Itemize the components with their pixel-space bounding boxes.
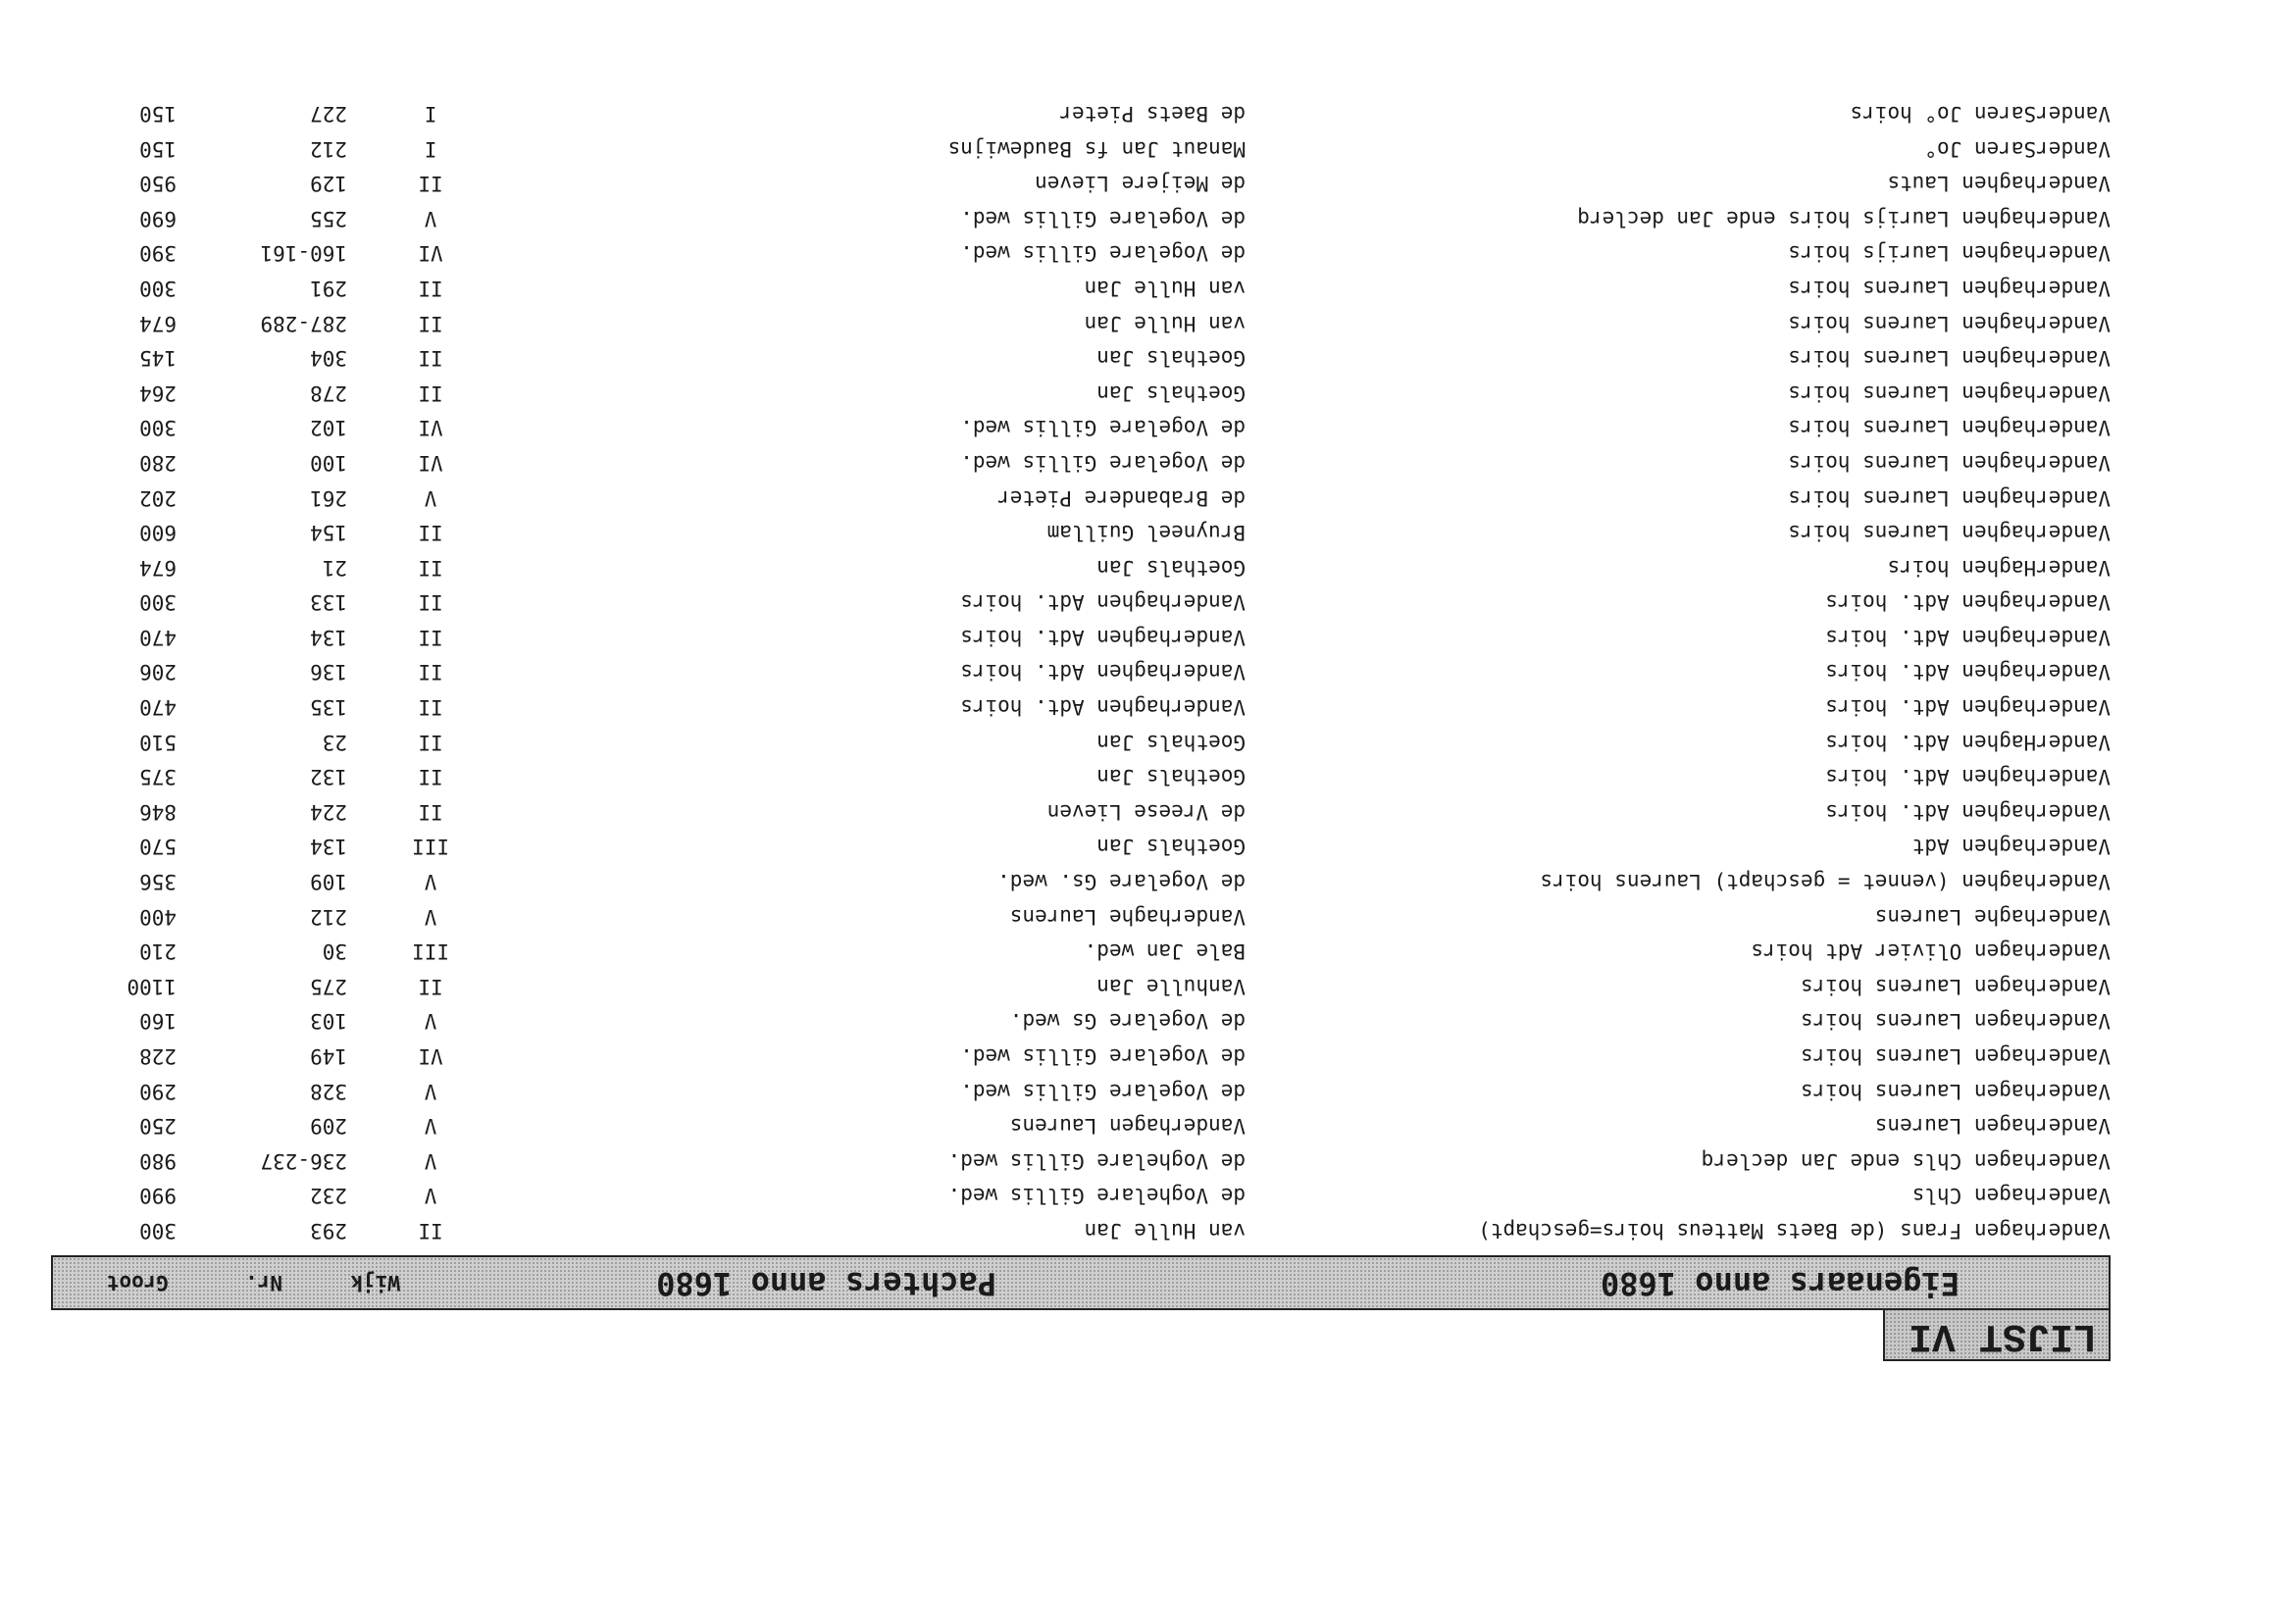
table-row xyxy=(51,166,2111,201)
table-row xyxy=(51,270,2111,305)
table-row xyxy=(51,584,2111,620)
nr-cell: 291 xyxy=(310,276,347,300)
owner-cell: Vanderhaghen Adt. hoirs xyxy=(1825,625,2111,649)
table-row xyxy=(51,724,2111,759)
owner-cell: Vanderhaghe Laurens xyxy=(1874,904,2111,929)
table-row xyxy=(51,1108,2111,1143)
groot-cell: 1100 xyxy=(127,974,177,998)
wijk-cell: V xyxy=(424,485,437,510)
table-row xyxy=(51,759,2111,794)
nr-cell: 293 xyxy=(310,1219,347,1243)
wijk-cell: II xyxy=(418,276,443,300)
nr-cell: 232 xyxy=(310,1184,347,1208)
tenant-cell: Manaut Jan fs Baudewijns xyxy=(947,136,1246,161)
table-row xyxy=(51,515,2111,550)
table-row xyxy=(51,689,2111,725)
owner-cell: Vanderhaghen Laurens hoirs xyxy=(1788,311,2111,335)
groot-cell: 400 xyxy=(139,904,177,929)
wijk-cell: II xyxy=(418,381,443,405)
nr-cell: 135 xyxy=(310,695,347,720)
nr-cell: 129 xyxy=(310,172,347,196)
tenant-cell: Goethals Jan xyxy=(1096,381,1246,405)
owner-cell: Vanderhagen Chls xyxy=(1911,1184,2111,1208)
owner-cell: Vanderhaghen Laurijs hoirs ende Jan declerq xyxy=(1577,206,2111,230)
table-row xyxy=(51,1073,2111,1108)
wijk-cell: II xyxy=(418,590,443,615)
wijk-cell: II xyxy=(418,765,443,789)
owner-cell: Vanderhagen Laurens hoirs xyxy=(1800,1079,2111,1103)
owner-cell: Vanderhagen Chls ende Jan declerq xyxy=(1701,1148,2111,1173)
groot-cell: 300 xyxy=(139,590,177,615)
wijk-cell: II xyxy=(418,555,443,580)
owner-cell: Vanderhagen Frans (de Baets Matteus hoirs=geschapt) xyxy=(1478,1219,2111,1243)
nr-cell: 134 xyxy=(310,835,347,859)
groot-cell: 690 xyxy=(139,206,177,230)
wijk-cell: II xyxy=(418,695,443,720)
tenant-cell: Vanhulle Jan xyxy=(1096,974,1246,998)
nr-cell: 255 xyxy=(310,206,347,230)
wijk-cell: I xyxy=(424,136,437,161)
groot-cell: 150 xyxy=(139,136,177,161)
groot-cell: 470 xyxy=(139,695,177,720)
groot-cell: 300 xyxy=(139,276,177,300)
table-row xyxy=(51,1212,2111,1247)
owner-cell: Vanderhagen Laurens hoirs xyxy=(1800,1044,2111,1069)
tenant-cell: de Brabandere Pieter xyxy=(997,485,1246,510)
table-row xyxy=(51,898,2111,934)
tenant-cell: Goethals Jan xyxy=(1096,765,1246,789)
wijk-cell: II xyxy=(418,521,443,545)
owner-cell: Vanderhagen Laurens hoirs xyxy=(1800,974,2111,998)
table-row xyxy=(51,444,2111,480)
tenant-cell: de Vogelare Gillis wed. xyxy=(960,416,1246,440)
wijk-cell: II xyxy=(418,311,443,335)
tenant-cell: de Baets Pieter xyxy=(1059,102,1246,126)
header-groot: Groot xyxy=(106,1271,169,1294)
owner-cell: Vanderhagen Laurens hoirs xyxy=(1800,1009,2111,1034)
tenant-cell: de Voghelare Gillis wed. xyxy=(947,1184,1246,1208)
nr-cell: 30 xyxy=(322,939,347,964)
tenant-cell: de Vogelare Gillis wed. xyxy=(960,450,1246,475)
table-row xyxy=(51,968,2111,1003)
tenant-cell: de Meijere Lieven xyxy=(1035,172,1246,196)
owner-cell: Vanderhaghen Adt xyxy=(1911,835,2111,859)
wijk-cell: V xyxy=(424,1114,437,1139)
tenant-cell: de Voghelare Gillis wed. xyxy=(947,1148,1246,1173)
nr-cell: 261 xyxy=(310,485,347,510)
tenant-cell: de Vogelare Gillis wed. xyxy=(960,206,1246,230)
nr-cell: 209 xyxy=(310,1114,347,1139)
groot-cell: 846 xyxy=(139,799,177,824)
owner-cell: Vanderhaghen Laurens hoirs xyxy=(1788,416,2111,440)
wijk-cell: V xyxy=(424,870,437,894)
table-row xyxy=(51,1178,2111,1213)
table-row xyxy=(51,1038,2111,1073)
table-body xyxy=(51,95,2111,1247)
groot-cell: 300 xyxy=(139,1219,177,1243)
header-wijk: Wijk xyxy=(350,1271,400,1294)
owner-cell: Vanderhaghen Adt. hoirs xyxy=(1825,590,2111,615)
groot-cell: 990 xyxy=(139,1184,177,1208)
tenant-cell: Vanderhaghen Adt. hoirs xyxy=(960,590,1246,615)
owner-cell: Vanderhaghen Adt. hoirs xyxy=(1825,765,2111,789)
groot-cell: 375 xyxy=(139,765,177,789)
nr-cell: 275 xyxy=(310,974,347,998)
nr-cell: 212 xyxy=(310,136,347,161)
wijk-cell: V xyxy=(424,1184,437,1208)
header-tenants: Pachters anno 1680 xyxy=(656,1265,996,1302)
table-row xyxy=(51,1003,2111,1039)
owner-cell: VanderSaren Jo° xyxy=(1924,136,2111,161)
table-row xyxy=(51,130,2111,166)
table-row xyxy=(51,829,2111,864)
nr-cell: 227 xyxy=(310,102,347,126)
wijk-cell: VI xyxy=(418,416,443,440)
header-nr: Nr. xyxy=(245,1271,282,1294)
groot-cell: 674 xyxy=(139,311,177,335)
table-row xyxy=(51,340,2111,376)
groot-cell: 300 xyxy=(139,416,177,440)
owner-cell: Vanderhaghen Laurens hoirs xyxy=(1788,450,2111,475)
nr-cell: 134 xyxy=(310,625,347,649)
tenant-cell: Bale Jan wed. xyxy=(1084,939,1246,964)
groot-cell: 250 xyxy=(139,1114,177,1139)
tenant-cell: Goethals Jan xyxy=(1096,835,1246,859)
groot-cell: 950 xyxy=(139,172,177,196)
table-row xyxy=(51,375,2111,410)
wijk-cell: V xyxy=(424,1148,437,1173)
tenant-cell: de Vogelare Gillis wed. xyxy=(960,241,1246,266)
nr-cell: 278 xyxy=(310,381,347,405)
tenant-cell: Vanderhaghen Adt. hoirs xyxy=(960,695,1246,720)
table-row xyxy=(51,619,2111,654)
table-row xyxy=(51,934,2111,969)
tenant-cell: Goethals Jan xyxy=(1096,730,1246,754)
tenant-cell: Goethals Jan xyxy=(1096,346,1246,371)
tenant-cell: van Hulle Jan xyxy=(1084,276,1246,300)
owner-cell: Vanderhagen Laurens xyxy=(1874,1114,2111,1139)
tenant-cell: Vanderhaghen Adt. hoirs xyxy=(960,625,1246,649)
nr-cell: 21 xyxy=(322,555,347,580)
owner-cell: Vanderhaghen (vennet = geschapt) Laurens hoirs xyxy=(1540,870,2111,894)
list-label: LIJST VI xyxy=(1883,1308,2111,1361)
groot-cell: 202 xyxy=(139,485,177,510)
groot-cell: 280 xyxy=(139,450,177,475)
nr-cell: 100 xyxy=(310,450,347,475)
wijk-cell: V xyxy=(424,1009,437,1034)
owner-cell: Vanderhaghen Laurens hoirs xyxy=(1788,521,2111,545)
groot-cell: 150 xyxy=(139,102,177,126)
groot-cell: 510 xyxy=(139,730,177,754)
tenant-cell: van Hulle Jan xyxy=(1084,1219,1246,1243)
table-row xyxy=(51,95,2111,130)
wijk-cell: II xyxy=(418,660,443,685)
tenant-cell: Goethals Jan xyxy=(1096,555,1246,580)
nr-cell: 23 xyxy=(322,730,347,754)
wijk-cell: VI xyxy=(418,450,443,475)
groot-cell: 470 xyxy=(139,625,177,649)
owner-cell: Vanderhaghen Adt. hoirs xyxy=(1825,660,2111,685)
groot-cell: 980 xyxy=(139,1148,177,1173)
owner-cell: Vanderhaghen Laurens hoirs xyxy=(1788,276,2111,300)
table-row xyxy=(51,410,2111,445)
nr-cell: 149 xyxy=(310,1044,347,1069)
groot-cell: 356 xyxy=(139,870,177,894)
table-row xyxy=(51,549,2111,584)
nr-cell: 212 xyxy=(310,904,347,929)
groot-cell: 264 xyxy=(139,381,177,405)
wijk-cell: III xyxy=(412,835,449,859)
groot-cell: 206 xyxy=(139,660,177,685)
table-header xyxy=(51,1255,2111,1310)
groot-cell: 570 xyxy=(139,835,177,859)
tenant-cell: Vanderhagen Laurens xyxy=(1009,1114,1246,1139)
tenant-cell: de Vogelare Gs. wed. xyxy=(997,870,1246,894)
table-row xyxy=(51,480,2111,515)
groot-cell: 228 xyxy=(139,1044,177,1069)
tenant-cell: de Vogelare Gs wed. xyxy=(1009,1009,1246,1034)
nr-cell: 304 xyxy=(310,346,347,371)
table-row xyxy=(51,1142,2111,1178)
wijk-cell: V xyxy=(424,904,437,929)
groot-cell: 145 xyxy=(139,346,177,371)
nr-cell: 132 xyxy=(310,765,347,789)
owner-cell: Vanderhaghen Laurens hoirs xyxy=(1788,485,2111,510)
tenant-cell: Vanderhaghen Adt. hoirs xyxy=(960,660,1246,685)
tenant-cell: van Hulle Jan xyxy=(1084,311,1246,335)
nr-cell: 102 xyxy=(310,416,347,440)
header-owners: Eigenaars anno 1680 xyxy=(1600,1265,1960,1302)
table-row xyxy=(51,235,2111,271)
nr-cell: 103 xyxy=(310,1009,347,1034)
nr-cell: 328 xyxy=(310,1079,347,1103)
nr-cell: 287-289 xyxy=(260,311,347,335)
table-row xyxy=(51,200,2111,235)
tenant-cell: Vanderhaghe Laurens xyxy=(1009,904,1246,929)
nr-cell: 154 xyxy=(310,521,347,545)
nr-cell: 133 xyxy=(310,590,347,615)
owner-cell: VanderSaren Jo° hoirs xyxy=(1850,102,2111,126)
groot-cell: 160 xyxy=(139,1009,177,1034)
nr-cell: 160-161 xyxy=(260,241,347,266)
groot-cell: 390 xyxy=(139,241,177,266)
wijk-cell: II xyxy=(418,346,443,371)
wijk-cell: II xyxy=(418,799,443,824)
groot-cell: 600 xyxy=(139,521,177,545)
owner-cell: Vanderhaghen Laurijs hoirs xyxy=(1788,241,2111,266)
tenant-cell: de Vogelare Gillis wed. xyxy=(960,1044,1246,1069)
wijk-cell: III xyxy=(412,939,449,964)
table-row xyxy=(51,654,2111,689)
tenant-cell: Bruyneel Guillam xyxy=(1046,521,1246,545)
nr-cell: 136 xyxy=(310,660,347,685)
table-row xyxy=(51,793,2111,829)
table-row xyxy=(51,863,2111,898)
groot-cell: 290 xyxy=(139,1079,177,1103)
wijk-cell: V xyxy=(424,1079,437,1103)
owner-cell: Vanderhaghen Adt. hoirs xyxy=(1825,695,2111,720)
nr-cell: 224 xyxy=(310,799,347,824)
wijk-cell: II xyxy=(418,730,443,754)
table-row xyxy=(51,305,2111,340)
owner-cell: Vanderhagen Olivier Adt hoirs xyxy=(1751,939,2111,964)
wijk-cell: II xyxy=(418,172,443,196)
owner-cell: Vanderhaghen Lauts xyxy=(1887,172,2111,196)
groot-cell: 210 xyxy=(139,939,177,964)
wijk-cell: VI xyxy=(418,241,443,266)
owner-cell: Vanderhaghen Adt. hoirs xyxy=(1825,799,2111,824)
tenant-cell: de Vreese Lieven xyxy=(1046,799,1246,824)
owner-cell: Vanderhaghen Laurens hoirs xyxy=(1788,381,2111,405)
wijk-cell: II xyxy=(418,1219,443,1243)
wijk-cell: II xyxy=(418,974,443,998)
groot-cell: 674 xyxy=(139,555,177,580)
owner-cell: Vanderhaghen Laurens hoirs xyxy=(1788,346,2111,371)
wijk-cell: VI xyxy=(418,1044,443,1069)
owner-cell: VanderHaghen hoirs xyxy=(1887,555,2111,580)
nr-cell: 109 xyxy=(310,870,347,894)
wijk-cell: V xyxy=(424,206,437,230)
wijk-cell: II xyxy=(418,625,443,649)
nr-cell: 236-237 xyxy=(260,1148,347,1173)
owner-cell: VanderHaghen Adt. hoirs xyxy=(1825,730,2111,754)
wijk-cell: I xyxy=(424,102,437,126)
tenant-cell: de Vogelare Gillis wed. xyxy=(960,1079,1246,1103)
